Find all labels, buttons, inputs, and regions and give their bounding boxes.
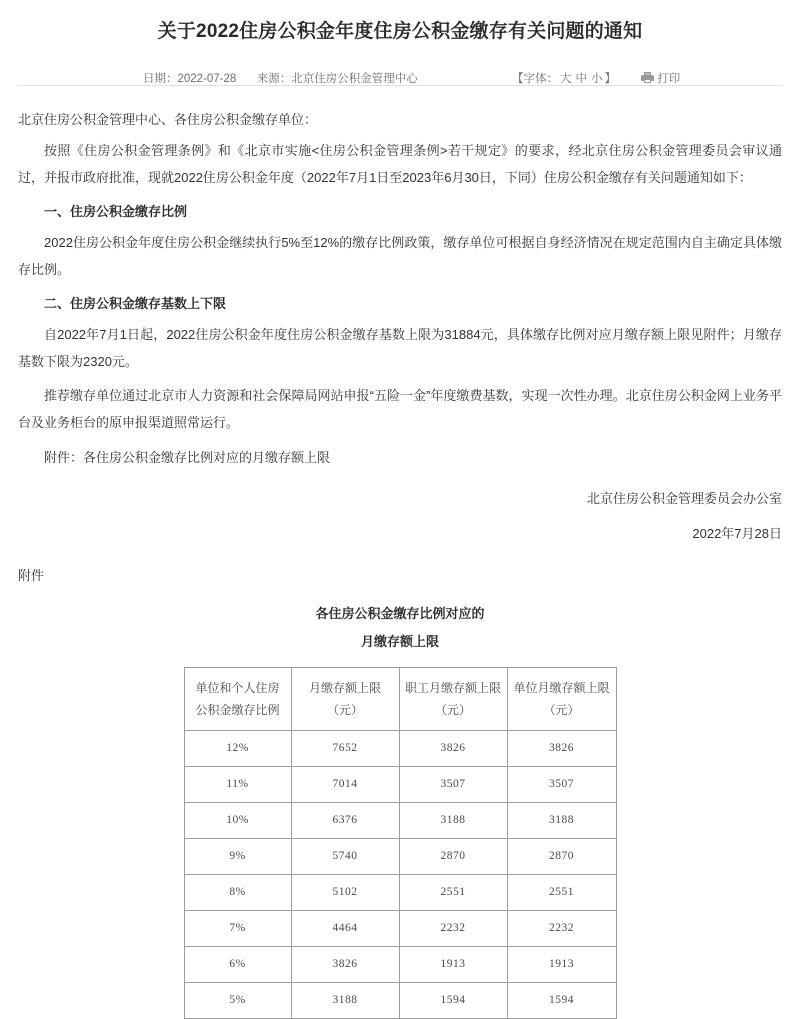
table-header-cell bbox=[507, 667, 616, 730]
table-cell: 3188 bbox=[507, 802, 616, 838]
table-cell: 1594 bbox=[399, 982, 507, 1018]
font-size-control bbox=[512, 73, 616, 85]
table-header-line1: 职工月缴存额上限 bbox=[404, 680, 501, 695]
table-header-line1: 单位月缴存额上限 bbox=[513, 680, 610, 695]
table-cell: 2232 bbox=[399, 910, 507, 946]
document-page bbox=[0, 13, 800, 1019]
print-button-label: 打印 bbox=[657, 72, 681, 85]
table-cell: 10% bbox=[184, 802, 291, 838]
font-size-suffix: 】 bbox=[604, 72, 616, 85]
table-header-line2: 公积金缴存比例 bbox=[195, 702, 280, 717]
table-cell: 11% bbox=[184, 766, 291, 802]
table-header-line1: 月缴存额上限 bbox=[308, 680, 381, 695]
attachment-table-title-line1: 各住房公积金缴存比例对应的 bbox=[315, 605, 485, 621]
table-cell: 4464 bbox=[291, 910, 399, 946]
table-row bbox=[184, 874, 616, 910]
font-size-large-button[interactable]: 大 bbox=[560, 72, 572, 85]
section-one-paragraph: 2022住房公积金年度住房公积金继续执行5%至12%的缴存比例政策，缴存单位可根据自身经济情况在规定范围内自主确定具体缴存比例。 bbox=[18, 234, 782, 277]
section-two-paragraph-a: 自2022年7月1日起，2022住房公积金年度住房公积金缴存基数上限为31884元，具体缴存比例对应月缴存额上限见附件；月缴存基数下限为2320元。 bbox=[18, 326, 782, 369]
table-cell: 3507 bbox=[399, 766, 507, 802]
page-title: 关于2022住房公积金年度住房公积金缴存有关问题的通知 bbox=[157, 20, 643, 42]
attachment-label: 附件 bbox=[18, 567, 45, 583]
table-cell: 2870 bbox=[507, 838, 616, 874]
table-cell: 5740 bbox=[291, 838, 399, 874]
table-body bbox=[184, 730, 616, 1018]
table-cell: 6376 bbox=[291, 802, 399, 838]
font-size-prefix: 【字体： bbox=[512, 72, 558, 85]
table-cell: 3826 bbox=[507, 730, 616, 766]
meta-left-group bbox=[143, 70, 418, 86]
header-divider bbox=[18, 85, 782, 86]
publish-source: 来源：北京住房公积金管理中心 bbox=[256, 72, 418, 85]
table-row bbox=[184, 982, 616, 1018]
salutation: 北京住房公积金管理中心、各住房公积金缴存单位： bbox=[18, 111, 318, 127]
table-cell: 7014 bbox=[291, 766, 399, 802]
table-header-cell bbox=[291, 667, 399, 730]
table-cell: 2232 bbox=[507, 910, 616, 946]
table-header-cell bbox=[184, 667, 291, 730]
table-cell: 5102 bbox=[291, 874, 399, 910]
table-cell: 8% bbox=[184, 874, 291, 910]
document-body bbox=[0, 106, 800, 1019]
table-cell: 3188 bbox=[291, 982, 399, 1018]
table-cell: 3826 bbox=[291, 946, 399, 982]
table-cell: 2551 bbox=[507, 874, 616, 910]
table-cell: 2870 bbox=[399, 838, 507, 874]
table-header-line1: 单位和个人住房 bbox=[195, 680, 280, 695]
printer-icon bbox=[641, 72, 654, 83]
table-cell: 9% bbox=[184, 838, 291, 874]
attachment-block bbox=[18, 601, 782, 1019]
table-cell: 5% bbox=[184, 982, 291, 1018]
attachment-note: 附件：各住房公积金缴存比例对应的月缴存额上限 bbox=[44, 449, 331, 465]
table-header-row bbox=[184, 667, 616, 730]
table-header-cell bbox=[399, 667, 507, 730]
table-header-line2: （元） bbox=[543, 702, 580, 717]
signature-organization: 北京住房公积金管理委员会办公室 bbox=[586, 490, 782, 506]
font-size-medium-button[interactable]: 中 bbox=[575, 72, 587, 85]
meta-right-group bbox=[512, 70, 680, 86]
table-cell: 3507 bbox=[507, 766, 616, 802]
table-cell: 12% bbox=[184, 730, 291, 766]
table-cell: 1913 bbox=[507, 946, 616, 982]
table-row bbox=[184, 802, 616, 838]
table-header-line2: （元） bbox=[326, 702, 363, 717]
table-cell: 7652 bbox=[291, 730, 399, 766]
contribution-limit-table bbox=[184, 667, 617, 1019]
table-cell: 1594 bbox=[507, 982, 616, 1018]
section-one-heading: 一、住房公积金缴存比例 bbox=[44, 203, 188, 219]
document-meta-bar bbox=[0, 66, 800, 90]
table-cell: 6% bbox=[184, 946, 291, 982]
table-row bbox=[184, 838, 616, 874]
attachment-table-title-line2: 月缴存额上限 bbox=[360, 633, 439, 649]
table-header-line2: （元） bbox=[434, 702, 471, 717]
intro-paragraph: 按照《住房公积金管理条例》和《北京市实施<住房公积金管理条例>若干规定》的要求，经北京住房公积金管理委员会审议通过，并报市政府批准，现就2022住房公积金年度（2022年7月1日至2023年6月30日，下同）住房公积金缴存有关问题通知如下： bbox=[18, 142, 782, 185]
signature-date: 2022年7月28日 bbox=[692, 525, 782, 541]
table-row bbox=[184, 946, 616, 982]
table-row bbox=[184, 910, 616, 946]
table-row bbox=[184, 730, 616, 766]
font-size-small-button[interactable]: 小 bbox=[591, 72, 603, 85]
table-cell: 3826 bbox=[399, 730, 507, 766]
table-cell: 7% bbox=[184, 910, 291, 946]
table-row bbox=[184, 766, 616, 802]
attachment-table-title bbox=[18, 601, 782, 655]
table-cell: 1913 bbox=[399, 946, 507, 982]
print-button[interactable] bbox=[641, 70, 680, 86]
publish-date: 日期：2022-07-28 bbox=[143, 72, 237, 85]
table-cell: 2551 bbox=[399, 874, 507, 910]
section-two-paragraph-b: 推荐缴存单位通过北京市人力资源和社会保障局网站申报“五险一金”年度缴费基数，实现一次性办理。北京住房公积金网上业务平台及业务柜台的原申报渠道照常运行。 bbox=[18, 387, 782, 430]
section-two-heading: 二、住房公积金缴存基数上下限 bbox=[44, 295, 227, 311]
table-cell: 3188 bbox=[399, 802, 507, 838]
